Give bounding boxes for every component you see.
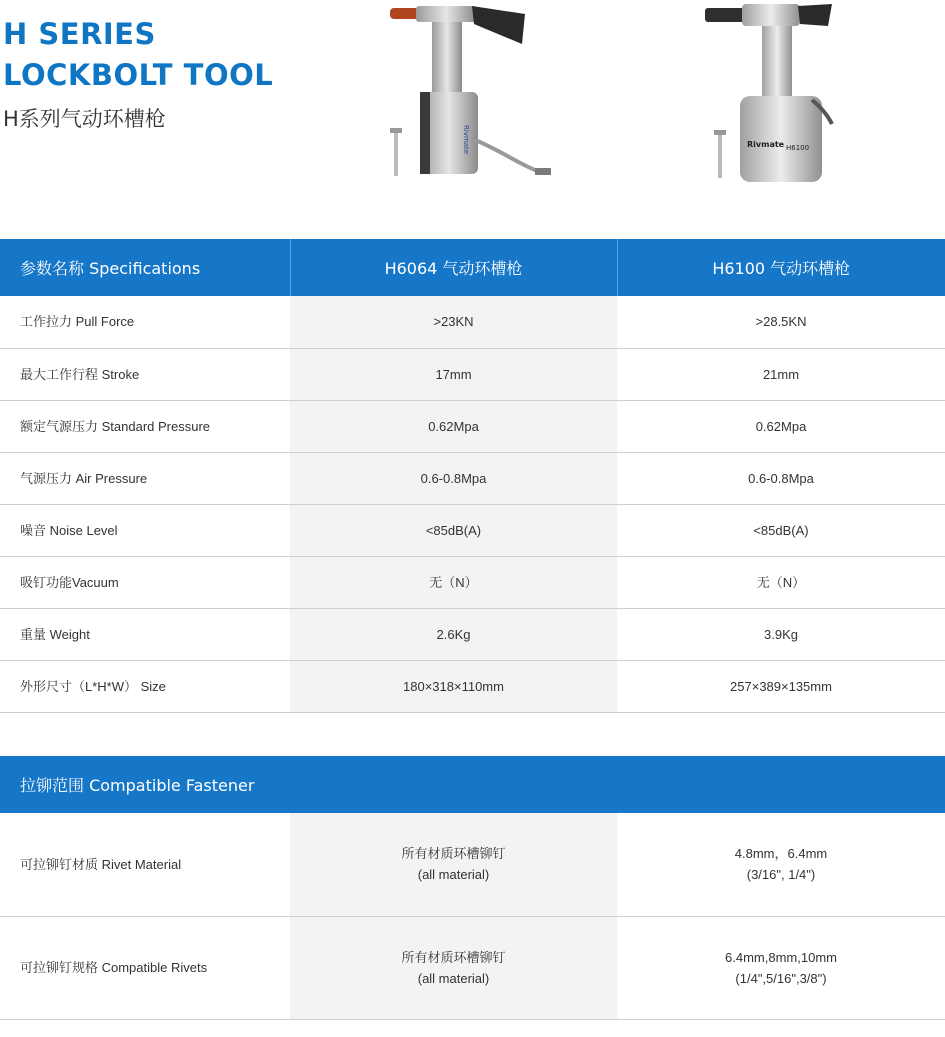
spec-value-h6100: 3.9Kg — [617, 608, 945, 660]
spec-value-h6100: 无（N） — [617, 556, 945, 608]
table-row — [0, 400, 945, 452]
spec-label: 吸钉功能Vacuum — [0, 556, 290, 608]
spec-label: 外形尺寸（L*H*W） Size — [0, 660, 290, 712]
compat-value-line: 所有材质环槽铆钉 — [401, 846, 506, 862]
compat-value-line: (all material) — [417, 970, 490, 986]
compat-value-line: 所有材质环槽铆钉 — [401, 949, 506, 965]
compat-label: 可拉铆钉材质 Rivet Material — [0, 813, 290, 916]
spec-value-h6064: 0.6-0.8Mpa — [290, 452, 617, 504]
compat-value-line: 4.8mm，6.4mm — [734, 846, 828, 862]
page-title — [3, 14, 273, 96]
table-row — [0, 452, 945, 504]
table-row — [0, 556, 945, 608]
spec-value-h6100: 257×389×135mm — [617, 660, 945, 712]
spec-value-h6064: 0.62Mpa — [290, 400, 617, 452]
spec-value-h6100: 0.62Mpa — [617, 400, 945, 452]
spec-label: 噪音 Noise Level — [0, 504, 290, 556]
compat-value-h6100 — [617, 916, 945, 1019]
table-row — [0, 348, 945, 400]
compat-label: 可拉铆钉规格 Compatible Rivets — [0, 916, 290, 1019]
spec-value-h6100: <85dB(A) — [617, 504, 945, 556]
spec-value-h6064: 180×318×110mm — [290, 660, 617, 712]
spec-header-row — [0, 239, 945, 296]
compat-header-row — [0, 756, 945, 813]
compat-value-line: (3/16", 1/4") — [746, 867, 816, 883]
spec-label: 额定气源压力 Standard Pressure — [0, 400, 290, 452]
spec-header-h6100: H6100 气动环槽枪 — [617, 239, 945, 296]
spec-label: 气源压力 Air Pressure — [0, 452, 290, 504]
spec-label: 最大工作行程 Stroke — [0, 348, 290, 400]
table-row — [0, 504, 945, 556]
h6064-tool-image — [380, 0, 560, 186]
spec-label: 工作拉力 Pull Force — [0, 296, 290, 348]
compat-value-h6064 — [290, 813, 617, 916]
compat-value-h6100 — [617, 813, 945, 916]
tool2-model-label: H6100 — [786, 144, 810, 152]
table-row — [0, 660, 945, 712]
title-line-1: H SERIES — [3, 17, 156, 51]
spec-value-h6064: 无（N） — [290, 556, 617, 608]
spec-value-h6100: >28.5KN — [617, 296, 945, 348]
spec-value-h6064: 2.6Kg — [290, 608, 617, 660]
spec-value-h6100: 21mm — [617, 348, 945, 400]
compat-value-h6064 — [290, 916, 617, 1019]
table-row — [0, 916, 945, 1019]
table-row — [0, 813, 945, 916]
spec-value-h6100: 0.6-0.8Mpa — [617, 452, 945, 504]
spec-label: 重量 Weight — [0, 608, 290, 660]
spec-header-h6064: H6064 气动环槽枪 — [290, 239, 617, 296]
h6100-tool-image — [700, 0, 850, 186]
spec-value-h6064: 17mm — [290, 348, 617, 400]
spec-value-h6064: >23KN — [290, 296, 617, 348]
compatible-fastener-table — [0, 756, 945, 1020]
table-row — [0, 296, 945, 348]
spec-value-h6064: <85dB(A) — [290, 504, 617, 556]
compat-header: 拉铆范围 Compatible Fastener — [0, 756, 945, 813]
table-row — [0, 608, 945, 660]
compat-value-line: (1/4",5/16",3/8") — [735, 970, 827, 986]
page-subtitle: H系列气动环槽枪 — [3, 107, 166, 131]
tool1-brand-label: Rivmate — [462, 125, 470, 155]
compat-value-line: (all material) — [417, 867, 490, 883]
spec-header-param: 参数名称 Specifications — [0, 239, 290, 296]
tool2-brand-label: Rivmate — [747, 140, 785, 149]
specifications-table — [0, 239, 945, 713]
compat-value-line: 6.4mm,8mm,10mm — [725, 949, 837, 965]
title-line-2: LOCKBOLT TOOL — [3, 58, 274, 92]
